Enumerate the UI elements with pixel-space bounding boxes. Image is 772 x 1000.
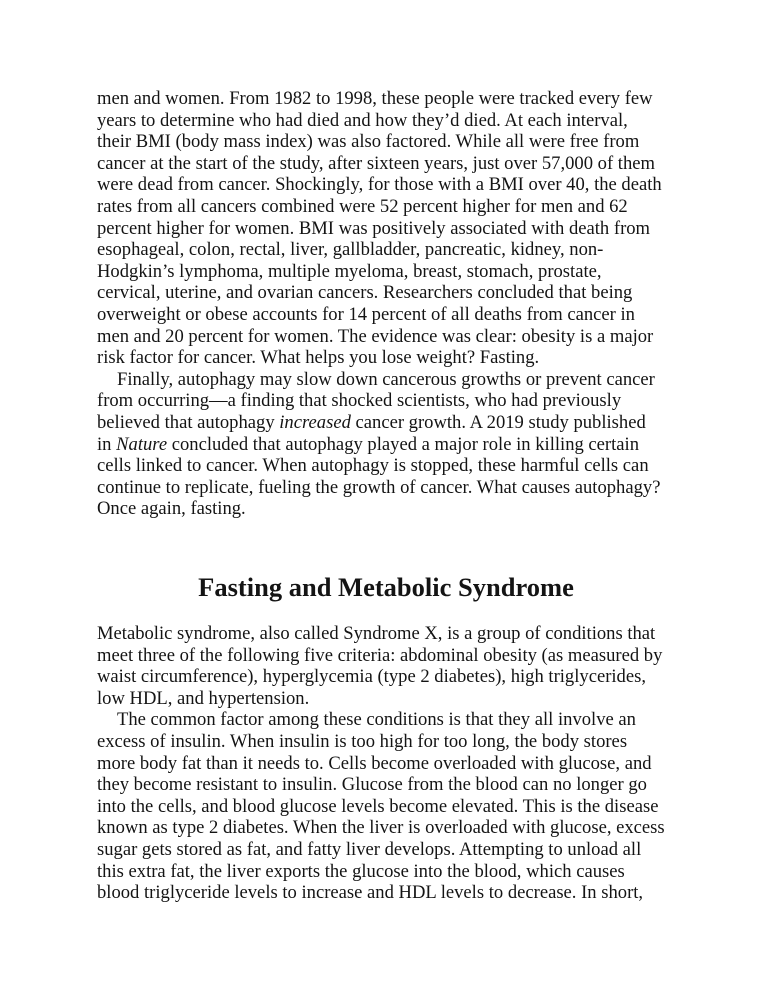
text-line: sugar gets stored as fat, and fatty liver develops. Attempting to unload all [97, 838, 642, 860]
text-line: cervical, uterine, and ovarian cancers. Researchers concluded that being [97, 282, 633, 304]
text-line: esophageal, colon, rectal, liver, gallbladder, pancreatic, kidney, non- [97, 239, 604, 261]
emphasis-journal-title: Nature [116, 433, 168, 455]
text-line: more body fat than it needs to. Cells become overloaded with glucose, and [97, 752, 652, 774]
text-line: The common factor among these conditions is that they all involve an [117, 709, 636, 731]
text-line: known as type 2 diabetes. When the liver is overloaded with glucose, excess [97, 817, 665, 839]
text-line: Hodgkin’s lymphoma, multiple myeloma, breast, stomach, prostate, [97, 260, 602, 282]
text-line: cells linked to cancer. When autophagy is stopped, these harmful cells can [97, 455, 649, 477]
text-line: percent higher for women. BMI was positively associated with death from [97, 217, 651, 239]
text-line: from occurring—a finding that shocked scientists, who had previously [97, 390, 622, 412]
text-line: meet three of the following five criteria: abdominal obesity (as measured by [97, 644, 663, 666]
text-fragment: concluded that autophagy played a major role in killing certain [167, 433, 640, 455]
text-line: low HDL, and hypertension. [97, 687, 310, 709]
paragraph-definition [97, 623, 665, 709]
text-line: they become resistant to insulin. Glucose from the blood can no longer go [97, 774, 647, 796]
text-line: their BMI (body mass index) was also factored. While all were free from [97, 131, 640, 153]
text-line: this extra fat, the liver exports the glucose into the blood, which causes [97, 860, 625, 882]
text-line: Finally, autophagy may slow down cancerous growths or prevent cancer [117, 368, 655, 390]
text-line: risk factor for cancer. What helps you lose weight? Fasting. [97, 347, 540, 369]
section-metabolic-syndrome [97, 623, 665, 904]
paragraph-insulin [97, 709, 665, 903]
text-line: men and women. From 1982 to 1998, these people were tracked every few [97, 88, 653, 109]
paragraph-autophagy [97, 369, 677, 520]
page-body [97, 88, 677, 904]
text-line: Once again, fasting. [97, 498, 246, 520]
text-line: years to determine who had died and how they’d died. At each interval, [97, 109, 628, 131]
text-line: Metabolic syndrome, also called Syndrome X, is a group of conditions that [97, 623, 656, 644]
text-line: blood triglyceride levels to increase and HDL levels to decrease. In short, [97, 882, 644, 904]
emphasis-increased: increased [279, 411, 351, 433]
text-line: were dead from cancer. Shockingly, for those with a BMI over 40, the death [97, 174, 662, 196]
text-line: rates from all cancers combined were 52 percent higher for men and 62 [97, 195, 628, 217]
text-line: overweight or obese accounts for 14 percent of all deaths from cancer in [97, 303, 635, 325]
text-line: cancer at the start of the study, after sixteen years, just over 57,000 of them [97, 152, 655, 174]
text-line: into the cells, and blood glucose levels become elevated. This is the disease [97, 795, 659, 817]
text-fragment: in [97, 433, 117, 455]
text-fragment: believed that autophagy [97, 411, 280, 433]
text-line: waist circumference), hyperglycemia (type 2 diabetes), high triglycerides, [97, 666, 646, 688]
text-line: continue to replicate, fueling the growth of cancer. What causes autophagy? [97, 476, 661, 498]
text-line: excess of insulin. When insulin is too high for too long, the body stores [97, 730, 628, 752]
section-heading: Fasting and Metabolic Syndrome [198, 572, 574, 602]
text-line: men and 20 percent for women. The evidence was clear: obesity is a major [97, 325, 654, 347]
text-fragment: cancer growth. A 2019 study published [350, 411, 646, 433]
paragraph-cancer-study [97, 88, 677, 369]
text-line [97, 434, 677, 456]
text-line [97, 412, 677, 434]
